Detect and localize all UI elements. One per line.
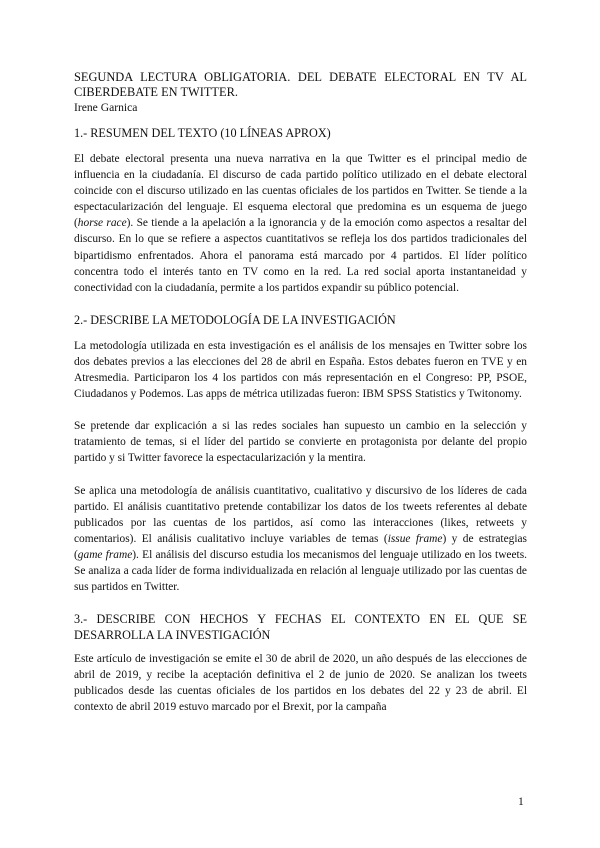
section-2-paragraph-3-text-b: ) y de estrategias ( [74, 532, 527, 561]
document-page [74, 70, 527, 716]
document-author: Irene Garnica [74, 101, 138, 114]
section-1-paragraph-1-text-b: ). Se tiende a la apelación a la ignorancia y de la emoción como aspectos a resaltar del discurso. En lo que se refiere a aspectos cuantitativos se refleja los dos partidos tradicionales del bipartidismo enfrentados. Ahora el panorama está marcado por 4 partidos. El líder político concentra todo el interés tanto en TV como en la red. La red social aporta instantaneidad y conectividad con la ciudadanía, permite a los partidos expandir su público potencial. [74, 217, 527, 294]
section-2-paragraph-2: Se pretende dar explicación a si las redes sociales han supuesto un cambio en la selección y tratamiento de temas, si el líder del partido se convierte en protagonista por delante del propio partido y si Twitter favorece la espectacularización y la mentira. [74, 420, 527, 465]
section-2-heading: 2.- DESCRIBE LA METODOLOGÍA DE LA INVESTIGACIÓN [74, 312, 396, 327]
section-3-paragraph-1: Este artículo de investigación se emite el 30 de abril de 2020, un año después de las elecciones de abril de 2019, y recibe la aceptación definitiva el 2 de junio de 2020. Se analizan los tweets publicados desde las cuentas oficiales de los partidos en los debates del 22 y 23 de abril. El contexto de abril 2019 estuvo marcado por el Brexit, por la campaña [74, 653, 527, 714]
document-title: SEGUNDA LECTURA OBLIGATORIA. DEL DEBATE ELECTORAL EN TV AL CIBERDEBATE EN TWITTER. [74, 70, 527, 99]
section-2-paragraph-3-text-a: Se aplica una metodología de análisis cuantitativo, cualitativo y discursivo de los líderes de cada partido. El análisis cuantitativo pretende contabilizar los datos de los tweets referentes al debate publicados por las cuentas de los partidos, así como las interacciones (likes, retweets y comentarios). El análisis cualitativo incluye variables de temas ( [74, 484, 527, 545]
section-2-paragraph-3-italic-1: issue frame [387, 532, 443, 545]
section-2-paragraph-3-italic-2: game frame [77, 548, 133, 561]
section-3-heading: 3.- DESCRIBE CON HECHOS Y FECHAS EL CONTEXTO EN EL QUE SE DESARROLLA LA INVESTIGACIÓN [74, 612, 527, 643]
section-1-paragraph-1-text-a: El debate electoral presenta una nueva narrativa en la que Twitter es el principal medio de influencia en la ciudadanía. El discurso de cada partido político utilizado en el debate electoral coincide con el discurso utilizado en las cuentas oficiales de los partidos en Twitter. Se tiende a la espectacularización del lenguaje. El esquema electoral que predomina es un esquema de juego ( [74, 153, 527, 230]
page-number: 1 [518, 795, 524, 808]
section-2-paragraph-3-text-c: ). El análisis del discurso estudia los mecanismos del lenguaje utilizado en los tweets. Se analiza a cada líder de forma individualizada en relación al lenguaje utilizado por las cuentas de sus partidos en Twitter. [74, 548, 527, 594]
section-1-paragraph-1-italic: horse race [77, 217, 127, 230]
section-1-paragraph-1 [74, 151, 527, 296]
section-2-paragraph-1: La metodología utilizada en esta investigación es el análisis de los mensajes en Twitter sobre los dos debates previos a las elecciones del 28 de abril en España. Estos debates fueron en TVE y en Atresmedia. Participaron los 4 los partidos con más representación en el Congreso: PP, PSOE, Ciudadanos y Podemos. Las apps de métrica utilizadas fueron: IBM SPSS Statistics y Twitonomy. [74, 339, 527, 401]
section-1-heading: 1.- RESUMEN DEL TEXTO (10 LÍNEAS APROX) [74, 126, 331, 140]
section-2-paragraph-3 [74, 483, 527, 596]
